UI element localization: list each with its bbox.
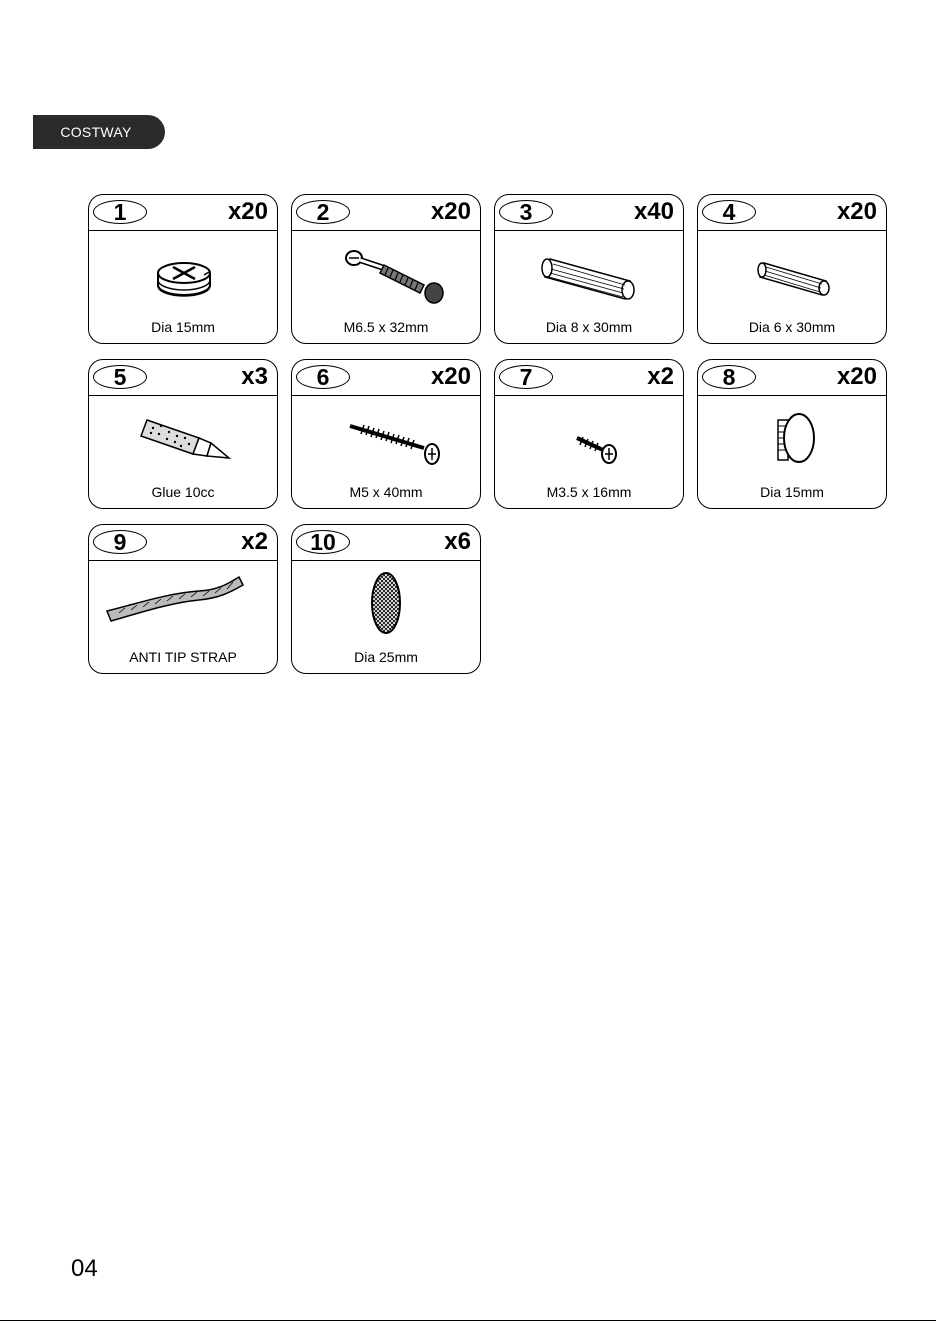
part-number: 6	[296, 365, 350, 389]
part-quantity: x6	[444, 528, 471, 555]
part-card-7	[494, 359, 684, 509]
part-quantity: x20	[227, 198, 268, 225]
cam-bolt-icon	[292, 233, 480, 313]
small-dowel-icon	[698, 233, 886, 313]
part-label: Dia 6 x 30mm	[748, 319, 836, 335]
part-label: M5 x 40mm	[349, 484, 423, 500]
cover-cap-icon	[698, 398, 886, 478]
part-number: 1	[93, 200, 147, 224]
part-card-6	[291, 359, 481, 509]
part-label: Glue 10cc	[151, 484, 215, 500]
part-label: M3.5 x 16mm	[546, 484, 632, 500]
part-quantity: x20	[430, 363, 471, 390]
part-quantity: x2	[241, 528, 268, 555]
part-card-9	[88, 524, 278, 674]
part-card-4	[697, 194, 887, 344]
wood-dowel-icon	[495, 233, 683, 313]
part-card-2	[291, 194, 481, 344]
part-card-5	[88, 359, 278, 509]
glue-tube-icon	[89, 398, 277, 478]
part-card-10	[291, 524, 481, 674]
part-number: 9	[93, 530, 147, 554]
part-card-3	[494, 194, 684, 344]
brand-logo	[33, 115, 165, 149]
long-screw-icon	[292, 398, 480, 478]
part-label: Dia 25mm	[354, 649, 418, 665]
felt-pad-icon	[292, 563, 480, 643]
part-label: ANTI TIP STRAP	[129, 649, 237, 665]
part-quantity: x2	[647, 363, 674, 390]
part-label: Dia 8 x 30mm	[545, 319, 633, 335]
part-number: 3	[499, 200, 553, 224]
part-card-8	[697, 359, 887, 509]
page-number: 04	[71, 1255, 98, 1282]
part-label: Dia 15mm	[151, 319, 215, 335]
part-number: 10	[296, 530, 350, 554]
part-number: 2	[296, 200, 350, 224]
short-screw-icon	[495, 398, 683, 478]
part-quantity: x20	[836, 198, 877, 225]
part-label: Dia 15mm	[760, 484, 824, 500]
part-number: 8	[702, 365, 756, 389]
cam-lock-icon	[89, 233, 277, 313]
anti-tip-strap-icon	[89, 563, 277, 643]
part-quantity: x20	[430, 198, 471, 225]
part-label: M6.5 x 32mm	[343, 319, 429, 335]
part-quantity: x3	[241, 363, 268, 390]
part-number: 7	[499, 365, 553, 389]
part-quantity: x20	[836, 363, 877, 390]
part-card-1	[88, 194, 278, 344]
bottom-divider	[0, 1320, 936, 1321]
part-number: 5	[93, 365, 147, 389]
brand-name: COSTWAY	[60, 124, 132, 140]
part-quantity: x40	[633, 198, 674, 225]
part-number: 4	[702, 200, 756, 224]
